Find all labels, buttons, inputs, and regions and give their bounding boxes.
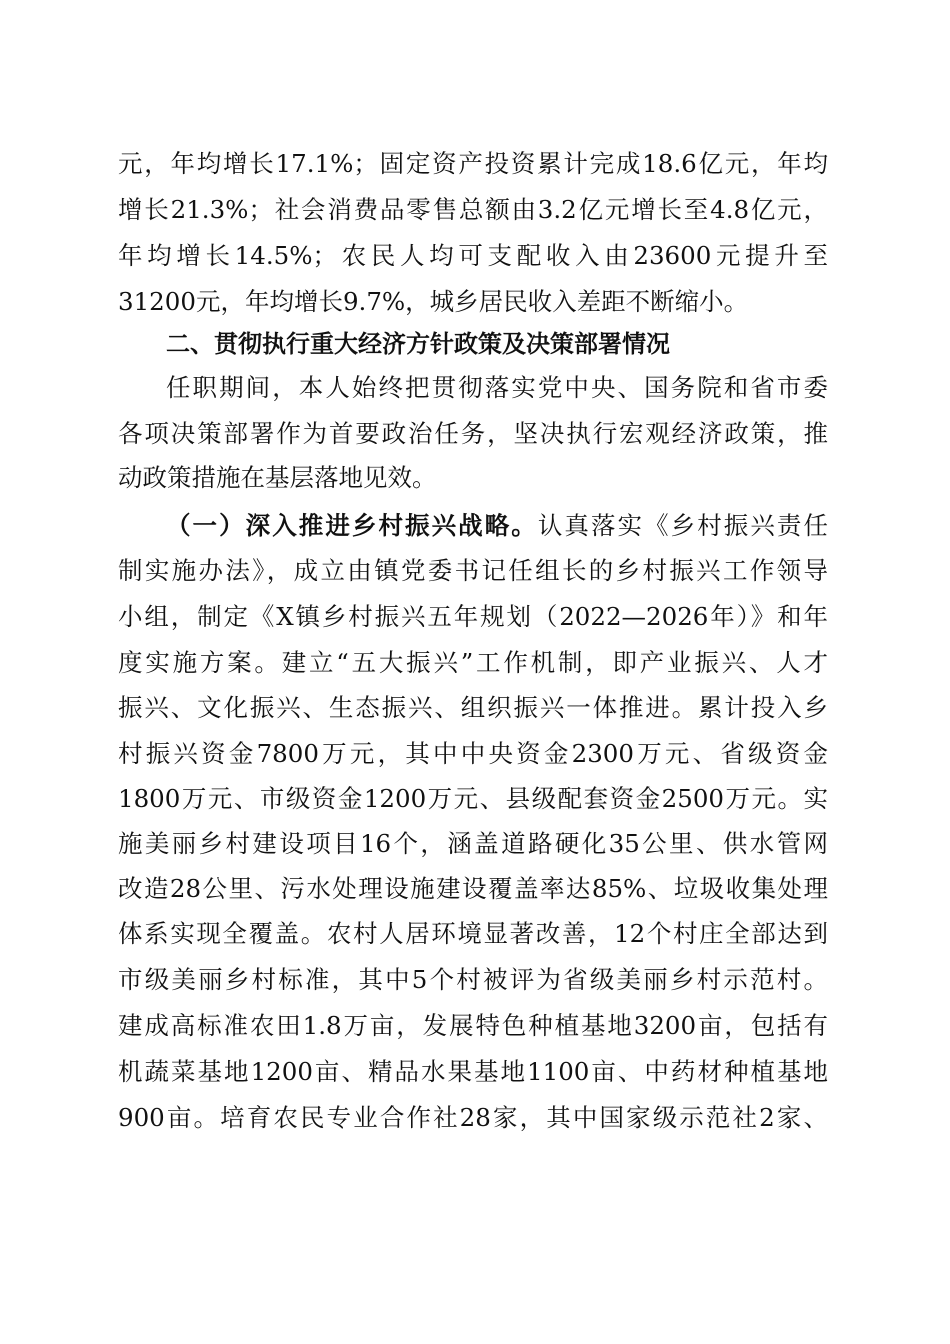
para3-line: 900亩。培育农民专业合作社28家，其中国家级示范社2家、: [118, 1103, 828, 1132]
section-heading: 二、贯彻执行重大经济方针政策及决策部署情况: [166, 330, 670, 358]
para3-line: 改造28公里、污水处理设施建设覆盖率达85%、垃圾收集处理: [118, 874, 828, 903]
para2-line: 任职期间，本人始终把贯彻落实党中央、国务院和省市委: [166, 373, 828, 402]
subsection-heading: （一）深入推进乡村振兴战略。: [166, 511, 538, 540]
para3-line: 小组，制定《X镇乡村振兴五年规划（2022—2026年）》和年: [118, 602, 828, 631]
para1-line: 31200元，年均增长9.7%，城乡居民收入差距不断缩小。: [118, 287, 749, 316]
para2-line: 各项决策部署作为首要政治任务，坚决执行宏观经济政策，推: [118, 419, 828, 448]
para3-line: 制实施办法》，成立由镇党委书记任组长的乡村振兴工作领导: [118, 556, 828, 585]
para3-first-line: [166, 508, 828, 544]
para3-line: 施美丽乡村建设项目16个，涵盖道路硬化35公里、供水管网: [118, 829, 828, 858]
para1-line: 年均增长14.5%；农民人均可支配收入由23600元提升至: [118, 241, 828, 270]
para3-line: 市级美丽乡村标准，其中5个村被评为省级美丽乡村示范村。: [118, 965, 828, 994]
para1-line: 增长21.3%；社会消费品零售总额由3.2亿元增长至4.8亿元，: [118, 195, 828, 224]
para3-line: 机蔬菜基地1200亩、精品水果基地1100亩、中药材种植基地: [118, 1057, 828, 1086]
para3-line: 村振兴资金7800万元，其中中央资金2300万元、省级资金: [118, 739, 828, 768]
para3-line: 1800万元、市级资金1200万元、县级配套资金2500万元。实: [118, 784, 828, 813]
para3-first-line-text: 认真落实《乡村振兴责任: [537, 511, 828, 540]
para2-line: 动政策措施在基层落地见效。: [118, 463, 437, 492]
para3-line: 建成高标准农田1.8万亩，发展特色种植基地3200亩，包括有: [118, 1011, 828, 1040]
para3-line: 度实施方案。建立“五大振兴”工作机制，即产业振兴、人才: [118, 648, 828, 677]
para1-line: 元，年均增长17.1%；固定资产投资累计完成18.6亿元，年均: [118, 149, 828, 178]
para3-line: 体系实现全覆盖。农村人居环境显著改善，12个村庄全部达到: [118, 919, 828, 948]
para3-line: 振兴、文化振兴、生态振兴、组织振兴一体推进。累计投入乡: [118, 693, 828, 722]
